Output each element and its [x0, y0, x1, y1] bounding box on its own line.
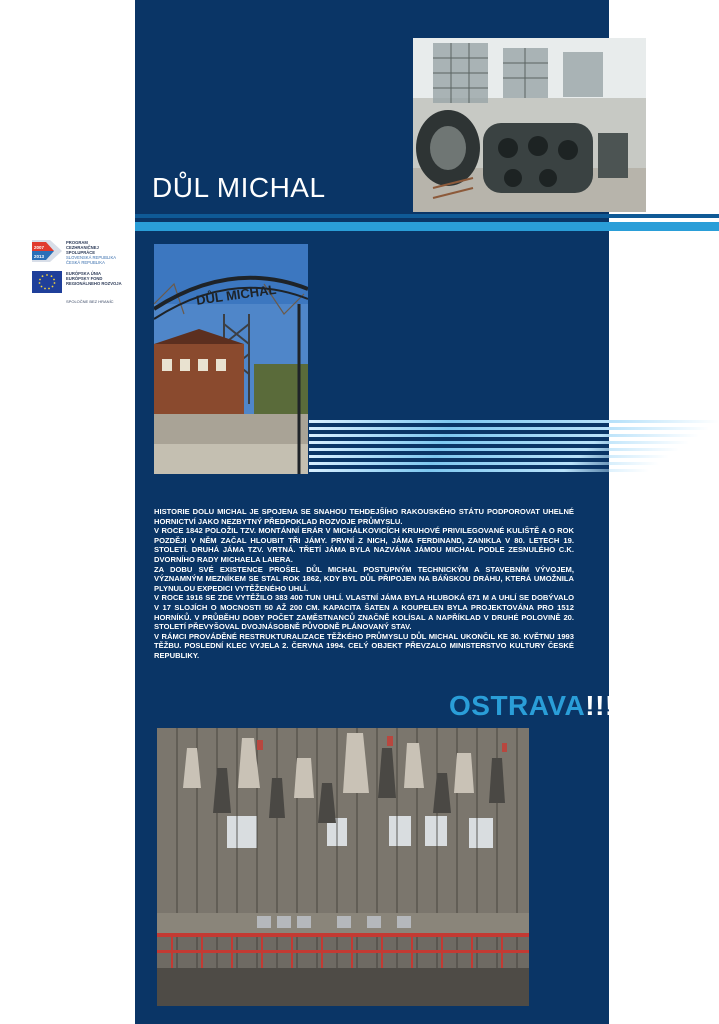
changing-room-photo: [157, 728, 529, 1006]
machine-hall-photo: [413, 38, 646, 212]
history-paragraph: V ROCE 1916 SE ZDE VYTĚŽILO 383 400 TUN UHLÍ. VLASTNÍ JÁMA BYLA HLUBOKÁ 671 M A UHLÍ SE DOBÝVALO V 17 SLOJÍCH O MOCNOSTI 50 AŽ 200 CM. KAPACITA ŠATEN A KOUPELEN BYLA PROJEKTOVÁNA PRO 1512 HORNÍKŮ. V PRŮBĚHU DOBY POČET ZAMĚSTNANCŮ ZNAČNĚ KOLÍSAL A NAPŘÍKLAD V DRUHÉ POLOVINĚ 20. STOLETÍ PŘEVYŠOVAL DVOJNÁSOBNĚ PŮVODNĚ PLÁNOVANÝ STAV.: [154, 593, 574, 632]
decorative-stripes: [309, 420, 719, 476]
program-emblem-icon: [32, 240, 62, 262]
program-logo: [32, 240, 132, 265]
history-paragraph: V RÁMCI PROVÁDĚNÉ RESTRUKTURALIZACE TĚŽKÉHO PRŮMYSLU DŮL MICHAL UKONČIL KE 30. KVĚTNU 1993 TĚŽBU. POSLEDNÍ KLEC VYJELA 2. ČERVNA 1994. CELÝ OBJEKT PŘEVZALO MINISTERSTVO KULTURY ČESKÉ REPUBLIKY.: [154, 631, 574, 660]
logos-block: [32, 240, 132, 304]
program-logo-text: PROGRAM CEZHRANIČNEJ SPOLUPRÁCE SLOVENSKÁ REPUBLIKA ČESKÁ REPUBLIKA: [66, 240, 117, 265]
program-year-bottom: 2013: [34, 254, 45, 259]
history-paragraph: ZA DOBU SVÉ EXISTENCE PROŠEL DŮL MICHAL POSTUPNÝM TECHNICKÝM A STAVEBNÍM VÝVOJEM, VÝZNAMNÝM MEZNÍKEM SE STAL ROK 1862, KDY BYL DŮL PŘIPOJEN NA BÁŇSKOU DRÁHU, KTERÁ UMOŽNILA PLYNULOU EXPEDICI VYTĚŽENÉHO UHLÍ.: [154, 564, 574, 593]
ostrava-heading: [449, 690, 615, 722]
program-year-top: 2007: [34, 245, 45, 250]
page-title: DŮL MICHAL: [152, 172, 326, 203]
header-band: [135, 222, 719, 231]
history-paragraph: HISTORIE DOLU MICHAL JE SPOJENA SE SNAHOU TEHDEJŠÍHO RAKOUSKÉHO STÁTU PODPOROVAT UHELNÉ HORNICTVÍ JAKO NEZBYTNÝ PŘEDPOKLAD ROZVOJE PRŮMYSLU.: [154, 507, 574, 526]
gate-sign-text: DŮL MICHAL: [195, 281, 278, 308]
ostrava-exclamation: !!!: [585, 690, 615, 721]
history-text: [154, 507, 574, 661]
eu-motto: SPOLOČNE BEZ HRANÍC: [66, 299, 114, 304]
ostrava-word: OSTRAVA: [449, 690, 586, 721]
mine-gate-photo: [154, 244, 308, 474]
eu-logo: [32, 271, 132, 293]
eu-flag-icon: [32, 271, 62, 293]
header-band-thin: [135, 214, 719, 218]
history-paragraph: V ROCE 1842 POLOŽIL TZV. MONTÁNNÍ ERÁR V MICHÁLKOVICÍCH KRUHOVÉ PRIVILEGOVANÉ KULIŠTĚ A O ROK POZDĚJI V NĚM ZAČAL HLOUBIT TŘI JÁMY. PRVNÍ Z NICH, JÁMA FERDINAND, ZANIKLA V 80. LETECH 19. STOLETÍ. DRUHÁ JÁMA TZV. VRTNÁ. TŘETÍ JÁMA BYLA NAZVÁNA JÁMOU MICHAL PODLE ZESNULÉHO C.K. DVORNÍHO RADY MICHAELA LAIERA.: [154, 526, 574, 564]
eu-logo-text: EURÓPSKA ÚNIA EURÓPSKY FOND REGIONÁLNEHO ROZVOJA: [66, 271, 122, 286]
